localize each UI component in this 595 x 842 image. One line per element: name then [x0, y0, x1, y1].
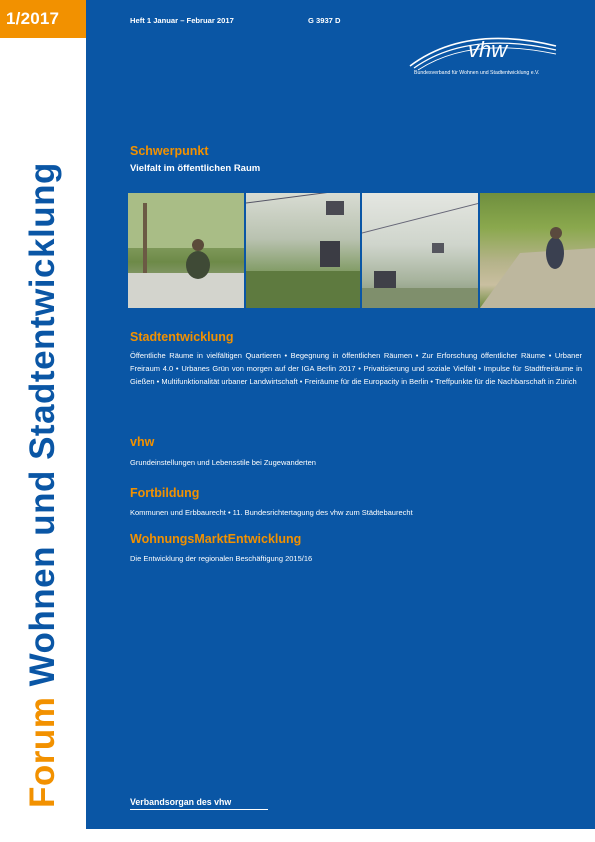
- vhw-logo: [406, 30, 566, 86]
- photo-runner-path: [478, 193, 595, 308]
- photo-cable-car: [244, 193, 360, 308]
- photo-gondola: [360, 193, 478, 308]
- fortbildung-text: Kommunen und Erbbaurecht • 11. Bundesrichtertagung des vhw zum Städtebaurecht: [130, 508, 413, 517]
- photo-strip: [128, 193, 595, 308]
- cover-panel: [86, 0, 595, 829]
- issue-number: 1/2017: [0, 0, 86, 38]
- bottom-margin: [0, 829, 595, 842]
- postal-code: G 3937 D: [308, 16, 341, 25]
- title-rest: Wohnen und Stadtentwicklung: [23, 162, 62, 697]
- wohnungsmarkt-text: Die Entwicklung der regionalen Beschäftigung 2015/16: [130, 554, 313, 563]
- vhw-heading: vhw: [130, 435, 155, 449]
- fortbildung-heading: Fortbildung: [130, 486, 200, 500]
- wohnungsmarkt-heading: WohnungsMarktEntwicklung: [130, 532, 302, 546]
- vhw-text: Grundeinstellungen und Lebensstile bei Zugewanderten: [130, 458, 316, 467]
- stadtentwicklung-text: Öffentliche Räume in vielfältigen Quartieren • Begegnung in öffentlichen Räumen • Zur Erforschung öffentlicher Räume • Urbaner Freiraum 4.0 • Urbanes Grün von morgen auf der IGA Berlin 2017 • Privatisierung und soziale Vielfalt • Impulse für Stadtfreiräume in Gießen • Multifunktionalität urbaner Landwirtschaft • Freiräume für die Europacity in Berlin • Treffpunkte für die Nachbarschaft in Zürich: [130, 351, 582, 386]
- logo-name: vhw: [468, 37, 508, 62]
- issue-date: Heft 1 Januar – Februar 2017: [130, 16, 234, 25]
- magazine-title: [18, 48, 68, 808]
- footer-label: Verbandsorgan des vhw: [130, 797, 268, 810]
- logo-subtitle: Bundesverband für Wohnen und Stadtentwicklung e.V.: [414, 70, 540, 76]
- title-forum: Forum: [23, 696, 62, 808]
- schwerpunkt-heading: Schwerpunkt: [130, 144, 209, 158]
- stadtentwicklung-heading: Stadtentwicklung: [130, 330, 234, 344]
- schwerpunkt-subtitle: Vielfalt im öffentlichen Raum: [130, 163, 261, 174]
- photo-park-bench: [128, 193, 244, 308]
